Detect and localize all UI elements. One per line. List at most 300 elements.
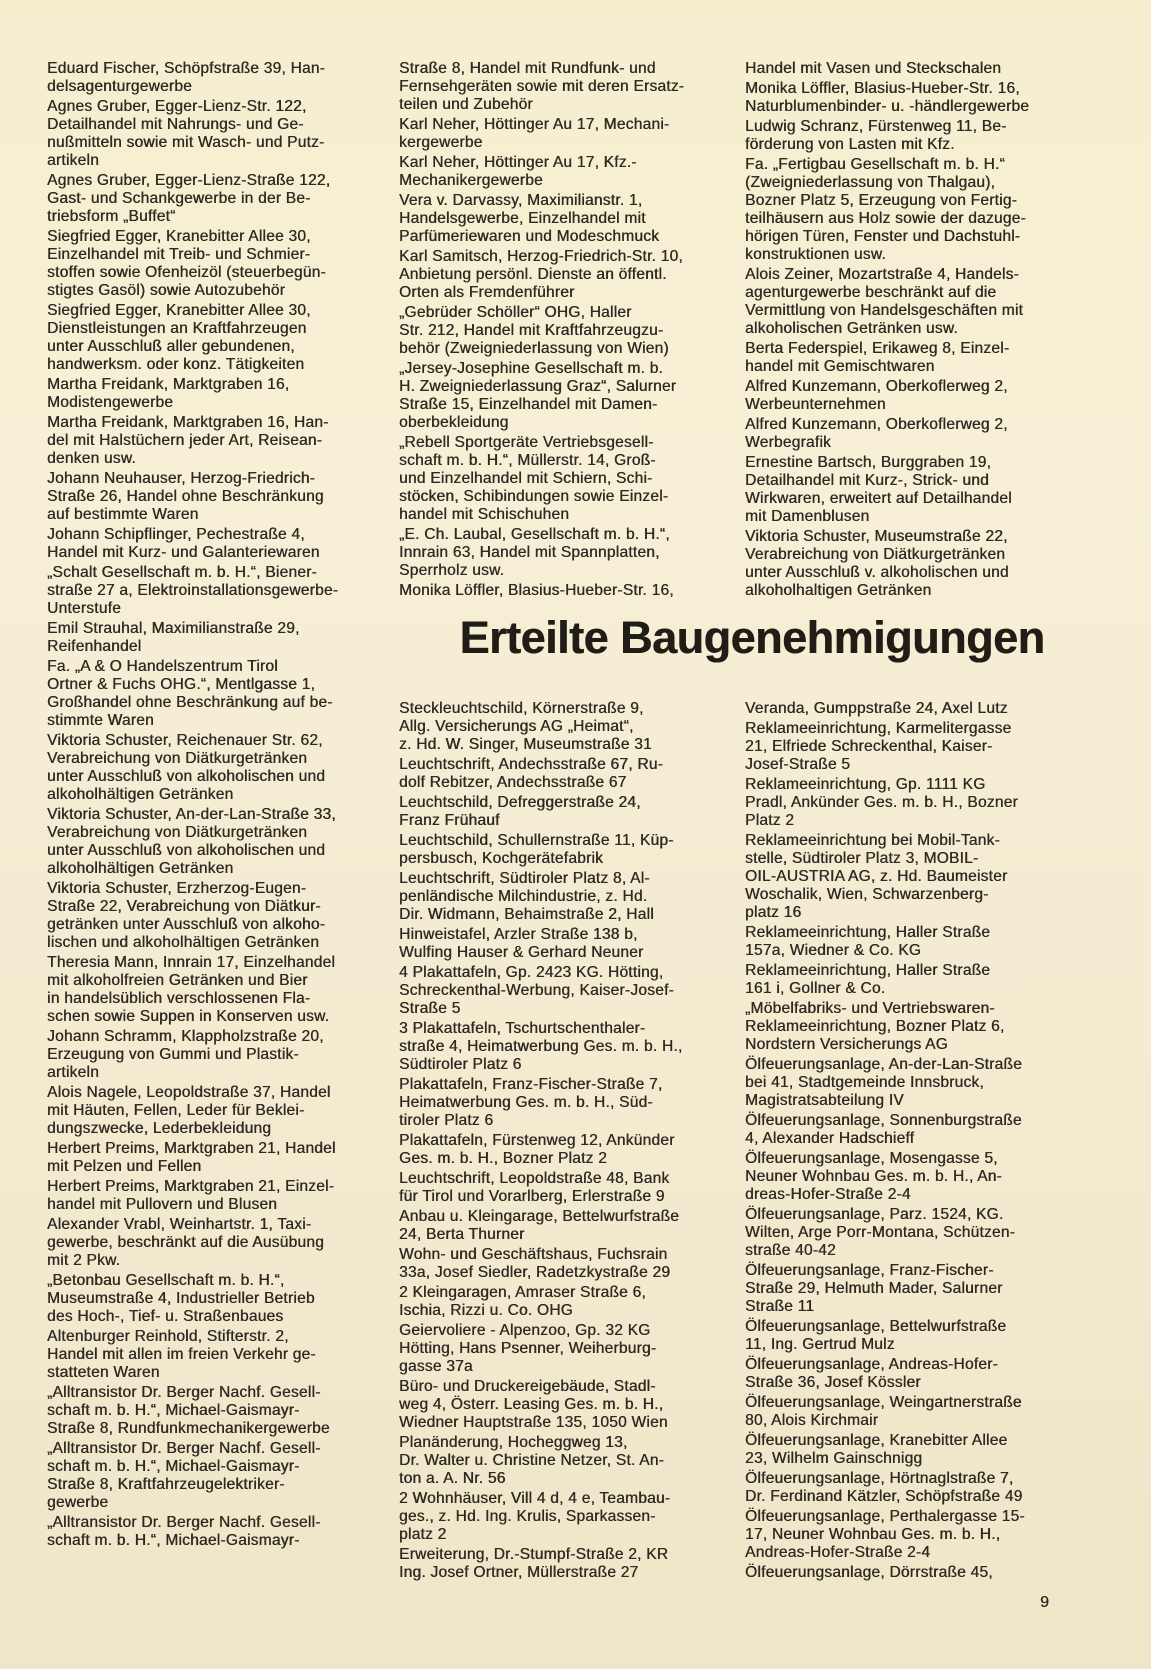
registry-entry [745,1470,1117,1506]
entry-line: Hötting, Hans Psenner, Weiherburg- [399,1340,657,1357]
entry-line: stöcken, Schibindungen sowie Einzel- [399,488,669,505]
registry-entry [399,870,735,924]
entry-line: Ludwig Schranz, Fürstenweg 11, Be- [745,118,1007,135]
entry-line: Dr. Walter u. Christine Netzer, St. An- [399,1452,665,1469]
entry-line: bei 41, Stadtgemeinde Innsbruck, [745,1074,984,1091]
registry-entry [399,756,735,792]
entry-line: behör (Zweigniederlassung von Wien) [399,340,669,357]
registry-entry [47,1140,387,1176]
entry-line: 4, Alexander Hadschieff [745,1130,915,1147]
registry-entry [47,1440,387,1512]
entry-line: Ölfeuerungsanlage, Mosengasse 5, [745,1150,998,1167]
entry-line: Ölfeuerungsanlage, Sonnenburgstraße [745,1112,1022,1129]
entry-line: in handelsüblich verschlossenen Fla- [47,990,311,1007]
entry-line: Viktoria Schuster, Reichenauer Str. 62, [47,732,323,749]
entry-line: Wohn- und Geschäftshaus, Fuchsrain [399,1246,668,1263]
entry-line: Ischia, Rizzi u. Co. OHG [399,1302,573,1319]
column-right-bottom [745,700,1117,1584]
entry-line: und Einzelhandel mit Schiern, Schi- [399,470,653,487]
registry-entry [47,376,387,412]
entry-line: Straße 36, Josef Kössler [745,1374,921,1391]
registry-entry [47,1216,387,1270]
entry-line: alkoholhältigen Getränken [47,786,234,803]
entry-line: Reklameeinrichtung, Karmelitergasse [745,720,1012,737]
column-middle-bottom [399,700,735,1584]
entry-line: Wulfing Hauser & Gerhard Neuner [399,944,644,961]
entry-line: Veranda, Gumppstraße 24, Axel Lutz [745,700,1008,717]
registry-entry [47,1028,387,1082]
entry-line: Parfümeriewaren und Modeschmuck [399,228,660,245]
registry-entry [745,118,1117,154]
entry-line: mit Pelzen und Fellen [47,1158,202,1175]
entry-line: Monika Löffler, Blasius-Hueber-Str. 16, [399,582,674,599]
entry-line: Ölfeuerungsanlage, Hörtnaglstraße 7, [745,1470,1014,1487]
entry-line: Ölfeuerungsanlage, Bettelwurfstraße [745,1318,1007,1335]
entry-line: mit Damenblusen [745,508,870,525]
entry-line: Straße 5 [399,1000,461,1017]
registry-entry [399,582,735,600]
entry-line: Ölfeuerungsanlage, Parz. 1524, KG. [745,1206,1004,1223]
registry-entry [399,1020,735,1074]
entry-line: Herbert Preims, Marktgraben 21, Handel [47,1140,336,1157]
entry-line: Agnes Gruber, Egger-Lienz-Str. 122, [47,98,307,115]
entry-line: Straße 29, Helmuth Mader, Salurner [745,1280,1003,1297]
registry-entry [745,528,1117,600]
entry-line: Innrain 63, Handel mit Spannplatten, [399,544,660,561]
entry-line: Franz Frühauf [399,812,500,829]
registry-entry [745,266,1117,338]
entry-line: ges., z. Hd. Ing. Krulis, Sparkassen- [399,1508,656,1525]
entry-line: persbusch, Kochgerätefabrik [399,850,604,867]
entry-line: 2 Wohnhäuser, Vill 4 d, 4 e, Teambau- [399,1490,671,1507]
entry-line: Hinweistafel, Arzler Straße 138 b, [399,926,638,943]
registry-entry [399,434,735,524]
entry-line: Ortner & Fuchs OHG.“, Mentlgasse 1, [47,676,316,693]
registry-entry [399,1170,735,1206]
entry-line: Plakattafeln, Fürstenweg 12, Ankünder [399,1132,675,1149]
entry-line: Erzeugung von Gummi und Plastik- [47,1046,299,1063]
entry-line: teilen und Zubehör [399,96,533,113]
entry-line: Straße 22, Verabreichung von Diätkur- [47,898,321,915]
entry-line: alkoholhältigen Getränken [47,860,234,877]
entry-line: teilhäusern aus Holz sowie der dazuge- [745,210,1026,227]
registry-entry [47,60,387,96]
entry-line: konstruktionen usw. [745,246,886,263]
entry-line: Theresia Mann, Innrain 17, Einzelhandel [47,954,336,971]
entry-line: Großhandel ohne Beschränkung auf be- [47,694,333,711]
entry-line: 17, Neuner Wohnbau Ges. m. b. H., [745,1526,1001,1543]
entry-line: Dienstleistungen an Kraftfahrzeugen [47,320,307,337]
entry-line: Martha Freidank, Marktgraben 16, [47,376,290,393]
entry-line: Monika Löffler, Blasius-Hueber-Str. 16, [745,80,1020,97]
entry-line: Johann Schramm, Klappholzstraße 20, [47,1028,324,1045]
registry-entry [745,1150,1117,1204]
entry-line: „Rebell Sportgeräte Vertriebsgesell- [399,434,654,451]
entry-line: Handel mit Vasen und Steckschalen [745,60,1002,77]
entry-line: förderung von Lasten mit Kfz. [745,136,955,153]
registry-entry [47,414,387,468]
entry-line: schaft m. b. H.“, Michael-Gaismayr- [47,1458,300,1475]
entry-line: unter Ausschluß aller gebundenen, [47,338,295,355]
registry-entry [399,794,735,830]
entry-line: gewerbe, beschränkt auf die Ausübung [47,1234,324,1251]
entry-line: Schreckenthal-Werbung, Kaiser-Josef- [399,982,674,999]
entry-line: „Alltransistor Dr. Berger Nachf. Gesell- [47,1514,321,1531]
registry-entry [745,1262,1117,1316]
entry-line: Altenburger Reinhold, Stifterstr. 2, [47,1328,289,1345]
registry-entry [399,926,735,962]
entry-line: Einzelhandel mit Treib- und Schmier- [47,246,311,263]
entry-line: Reklameeinrichtung, Haller Straße [745,962,991,979]
entry-line: Reklameeinrichtung, Bozner Platz 6, [745,1018,1005,1035]
entry-line: handel mit Pullovern und Blusen [47,1196,278,1213]
entry-line: Reklameeinrichtung bei Mobil-Tank- [745,832,1000,849]
entry-line: unter Ausschluß von alkoholischen und [47,842,326,859]
entry-line: Wirkwaren, erweitert auf Detailhandel [745,490,1012,507]
entry-line: 24, Berta Thurner [399,1226,525,1243]
entry-line: schen sowie Suppen in Konserven usw. [47,1008,330,1025]
registry-entry [399,1546,735,1582]
entry-line: 4 Plakattafeln, Gp. 2423 KG. Hötting, [399,964,664,981]
registry-entry [745,340,1117,376]
entry-line: Fa. „Fertigbau Gesellschaft m. b. H.“ [745,156,1005,173]
entry-line: Dr. Ferdinand Kätzler, Schöpfstraße 49 [745,1488,1023,1505]
registry-entry [399,116,735,152]
entry-line: tiroler Platz 6 [399,1112,494,1129]
registry-entry [399,1322,735,1376]
entry-line: Handel mit Kurz- und Galanteriewaren [47,544,320,561]
entry-line: Alfred Kunzemann, Oberkoflerweg 2, [745,416,1008,433]
entry-line: Str. 212, Handel mit Kraftfahrzeugzu- [399,322,664,339]
entry-line: Johann Neuhauser, Herzog-Friedrich- [47,470,316,487]
entry-line: Verabreichung von Diätkurgetränken [47,824,308,841]
entry-line: weg 4, Österr. Leasing Ges. m. b. H., [399,1396,664,1413]
entry-line: getränken unter Ausschluß von alkoho- [47,916,326,933]
registry-entry [745,1000,1117,1054]
registry-entry [399,1208,735,1244]
registry-entry [745,1394,1117,1430]
entry-line: „Jersey-Josephine Gesellschaft m. b. [399,360,663,377]
entry-line: Siegfried Egger, Kranebitter Allee 30, [47,228,311,245]
entry-line: Ölfeuerungsanlage, Dörrstraße 45, [745,1564,993,1581]
entry-line: Fa. „A & O Handelszentrum Tirol [47,658,278,675]
registry-entry [745,776,1117,830]
entry-line: 23, Wilhelm Gainschnigg [745,1450,923,1467]
entry-line: statteten Waren [47,1364,160,1381]
entry-line: Leuchtschrift, Südtiroler Platz 8, Al- [399,870,650,887]
entry-line: Magistratsabteilung IV [745,1092,904,1109]
entry-line: kergewerbe [399,134,483,151]
registry-entry [47,1178,387,1214]
entry-line: Viktoria Schuster, Erzherzog-Eugen- [47,880,307,897]
entry-line: Mechanikergewerbe [399,172,543,189]
registry-entry [47,228,387,300]
entry-line: Alfred Kunzemann, Oberkoflerweg 2, [745,378,1008,395]
entry-line: artikeln [47,152,99,169]
registry-entry [47,1084,387,1138]
entry-line: platz 16 [745,904,802,921]
registry-entry [399,700,735,754]
entry-line: „Möbelfabriks- und Vertriebswaren- [745,1000,995,1017]
entry-line: Ölfeuerungsanlage, Andreas-Hofer- [745,1356,998,1373]
entry-line: nußmitteln sowie mit Wasch- und Putz- [47,134,325,151]
entry-line: Straße 8, Kraftfahrzeugelektriker- [47,1476,285,1493]
entry-line: Steckleuchtschild, Körnerstraße 9, [399,700,644,717]
entry-line: Anbietung persönl. Dienste an öffentl. [399,266,667,283]
entry-line: denken usw. [47,450,136,467]
registry-entry [399,192,735,246]
entry-line: Verabreichung von Diätkurgetränken [47,750,308,767]
registry-entry [47,1384,387,1438]
entry-line: Leuchtschild, Schullernstraße 11, Küp- [399,832,674,849]
entry-line: Platz 2 [745,812,795,829]
entry-line: Ölfeuerungsanlage, Franz-Fischer- [745,1262,994,1279]
entry-line: oberbekleidung [399,414,509,431]
entry-line: Plakattafeln, Franz-Fischer-Straße 7, [399,1076,663,1093]
entry-line: unter Ausschluß von alkoholischen und [47,768,326,785]
column-left [47,60,387,1552]
entry-line: agenturgewerbe beschränkt auf die [745,284,997,301]
entry-line: Karl Neher, Höttinger Au 17, Mechani- [399,116,670,133]
entry-line: Museumstraße 4, Industrieller Betrieb [47,1290,315,1307]
registry-entry [47,1272,387,1326]
entry-line: Viktoria Schuster, Museumstraße 22, [745,528,1008,545]
entry-line: hörigen Türen, Fenster und Dachstuhl- [745,228,1021,245]
entry-line: Berta Federspiel, Erikaweg 8, Einzel- [745,340,1010,357]
entry-line: Büro- und Druckereigebäude, Stadl- [399,1378,656,1395]
entry-line: schaft m. b. H.“, Michael-Gaismayr- [47,1402,300,1419]
entry-line: Werbeunternehmen [745,396,886,413]
entry-line: Erweiterung, Dr.-Stumpf-Straße 2, KR [399,1546,669,1563]
registry-entry [745,1508,1117,1562]
entry-line: Pradl, Ankünder Ges. m. b. H., Bozner [745,794,1018,811]
entry-line: OIL-AUSTRIA AG, z. Hd. Baumeister [745,868,1008,885]
entry-line: H. Zweigniederlassung Graz“, Salurner [399,378,677,395]
entry-line: handel mit Gemischtwaren [745,358,935,375]
registry-entry [399,154,735,190]
entry-line: Orten als Fremdenführer [399,284,575,301]
entry-line: Verabreichung von Diätkurgetränken [745,546,1006,563]
entry-line: schaft m. b. H.“, Michael-Gaismayr- [47,1532,300,1549]
entry-line: platz 2 [399,1526,447,1543]
registry-entry [47,1328,387,1382]
entry-line: „Alltransistor Dr. Berger Nachf. Gesell- [47,1440,321,1457]
entry-line: Martha Freidank, Marktgraben 16, Han- [47,414,329,431]
entry-line: Modistengewerbe [47,394,174,411]
entry-line: Planänderung, Hocheggweg 13, [399,1434,628,1451]
section-heading: Erteilte Baugenehmigungen [459,612,1045,663]
entry-line: Reifenhandel [47,638,142,655]
entry-line: 161 i, Gollner & Co. [745,980,886,997]
registry-entry [399,1490,735,1544]
registry-entry [745,1564,1117,1582]
entry-line: (Zweigniederlassung von Thalgau), [745,174,996,191]
entry-line: Anbau u. Kleingarage, Bettelwurfstraße [399,1208,680,1225]
registry-entry [399,60,735,114]
entry-line: Johann Schipflinger, Pechestraße 4, [47,526,305,543]
entry-line: Josef-Straße 5 [745,756,851,773]
entry-line: stigtes Gasöl) sowie Autozubehör [47,282,286,299]
entry-line: straße 40-42 [745,1242,836,1259]
registry-entry [399,360,735,432]
registry-entry [745,832,1117,922]
entry-line: Ölfeuerungsanlage, An-der-Lan-Straße [745,1056,1022,1073]
entry-line: handwerksm. oder konz. Tätigkeiten [47,356,305,373]
entry-line: Alois Nagele, Leopoldstraße 37, Handel [47,1084,331,1101]
registry-entry [399,1378,735,1432]
entry-line: Detailhandel mit Kurz-, Strick- und [745,472,989,489]
entry-line: Südtiroler Platz 6 [399,1056,522,1073]
registry-entry [745,454,1117,526]
entry-line: Straße 8, Rundfunkmechanikergewerbe [47,1420,330,1437]
entry-line: Ölfeuerungsanlage, Kranebitter Allee [745,1432,1008,1449]
column-right-top [745,60,1117,602]
entry-line: delsagenturgewerbe [47,78,192,95]
registry-entry [745,416,1117,452]
entry-line: Handelsgewerbe, Einzelhandel mit [399,210,646,227]
registry-entry [745,1356,1117,1392]
registry-entry [47,732,387,804]
registry-entry [745,80,1117,116]
entry-line: Handel mit allen im freien Verkehr ge- [47,1346,316,1363]
entry-line: gewerbe [47,1494,109,1511]
entry-line: „Gebrüder Schöller“ OHG, Haller [399,304,632,321]
registry-entry [47,620,387,656]
entry-line: Viktoria Schuster, An-der-Lan-Straße 33, [47,806,336,823]
registry-entry [745,962,1117,998]
entry-line: Wilten, Arge Porr-Montana, Schützen- [745,1224,1016,1241]
entry-line: 2 Kleingaragen, Amraser Straße 6, [399,1284,646,1301]
entry-line: Gast- und Schankgewerbe in der Be- [47,190,311,207]
entry-line: Bozner Platz 5, Erzeugung von Fertig- [745,192,1018,209]
entry-line: Ölfeuerungsanlage, Perthalergasse 15- [745,1508,1025,1525]
entry-line: 11, Ing. Gertrud Mulz [745,1336,895,1353]
entry-line: Leuchtschild, Defreggerstraße 24, [399,794,641,811]
entry-line: Reklameeinrichtung, Haller Straße [745,924,991,941]
registry-entry [745,1432,1117,1468]
entry-line: artikeln [47,1064,99,1081]
registry-entry [399,304,735,358]
entry-line: straße 27 a, Elektroinstallationsgewerbe- [47,582,339,599]
registry-entry [745,156,1117,264]
registry-entry [47,98,387,170]
entry-line: dreas-Hofer-Straße 2-4 [745,1186,911,1203]
entry-line: mit alkoholfreien Getränken und Bier [47,972,308,989]
entry-line: Neuner Wohnbau Ges. m. b. H., An- [745,1168,1002,1185]
entry-line: Ernestine Bartsch, Burggraben 19, [745,454,992,471]
entry-line: triebsform „Buffet“ [47,208,176,225]
registry-entry [47,172,387,226]
entry-line: mit 2 Pkw. [47,1252,121,1269]
entry-line: Andreas-Hofer-Straße 2-4 [745,1544,931,1561]
entry-line: Nordstern Versicherungs AG [745,1036,948,1053]
entry-line: Sperrholz usw. [399,562,505,579]
entry-line: stoffen sowie Ofenheizöl (steuerbegün- [47,264,326,281]
entry-line: Woschalik, Wien, Schwarzenberg- [745,886,989,903]
registry-entry [745,60,1117,78]
entry-line: gasse 37a [399,1358,473,1375]
entry-line: Fernsehgeräten sowie mit deren Ersatz- [399,78,685,95]
entry-line: Straße 8, Handel mit Rundfunk- und [399,60,656,77]
page-number: 9 [1040,1594,1049,1611]
registry-entry [745,720,1117,774]
entry-line: ton a. A. Nr. 56 [399,1470,506,1487]
registry-entry [47,302,387,374]
registry-entry [745,378,1117,414]
entry-line: Siegfried Egger, Kranebitter Allee 30, [47,302,311,319]
entry-line: Emil Strauhal, Maximilianstraße 29, [47,620,300,637]
entry-line: dolf Rebitzer, Andechsstraße 67 [399,774,627,791]
registry-entry [47,526,387,562]
entry-line: z. Hd. W. Singer, Museumstraße 31 [399,736,652,753]
registry-entry [399,1246,735,1282]
entry-line: stelle, Südtiroler Platz 3, MOBIL- [745,850,979,867]
entry-line: stimmte Waren [47,712,154,729]
entry-line: des Hoch-, Tief- u. Straßenbaues [47,1308,284,1325]
registry-entry [745,1318,1117,1354]
registry-entry [399,1076,735,1130]
entry-line: del mit Halstüchern jeder Art, Reisean- [47,432,323,449]
entry-line: „Betonbau Gesellschaft m. b. H.“, [47,1272,285,1289]
column-middle-top [399,60,735,602]
entry-line: Wiedner Hauptstraße 135, 1050 Wien [399,1414,668,1431]
registry-entry [745,700,1117,718]
registry-entry [47,1514,387,1550]
entry-line: Karl Samitsch, Herzog-Friedrich-Str. 10, [399,248,683,265]
entry-line: „E. Ch. Laubal, Gesellschaft m. b. H.“, [399,526,670,543]
entry-line: lischen und alkoholhältigen Getränken [47,934,320,951]
registry-entry [745,1056,1117,1110]
entry-line: mit Häuten, Fellen, Leder für Beklei- [47,1102,305,1119]
entry-line: alkoholischen Getränken usw. [745,320,958,337]
registry-entry [47,806,387,878]
entry-line: 33a, Josef Siedler, Radetzkystraße 29 [399,1264,671,1281]
entry-line: Straße 11 [745,1298,815,1315]
registry-entry [47,564,387,618]
entry-line: Eduard Fischer, Schöpfstraße 39, Han- [47,60,326,77]
entry-line: Dir. Widmann, Behaimstraße 2, Hall [399,906,654,923]
registry-entry [745,1112,1117,1148]
entry-line: für Tirol und Vorarlberg, Erlerstraße 9 [399,1188,665,1205]
entry-line: unter Ausschluß v. alkoholischen und [745,564,1009,581]
registry-entry [47,880,387,952]
entry-line: Reklameeinrichtung, Gp. 1111 KG [745,776,986,793]
registry-entry [745,924,1117,960]
entry-line: Allg. Versicherungs AG „Heimat“, [399,718,634,735]
entry-line: Alexander Vrabl, Weinhartstr. 1, Taxi- [47,1216,312,1233]
registry-entry [399,832,735,868]
registry-entry [399,1434,735,1488]
entry-line: Werbegrafik [745,434,832,451]
entry-line: 3 Plakattafeln, Tschurtschenthaler- [399,1020,646,1037]
entry-line: penländische Milchindustrie, z. Hd. [399,888,648,905]
entry-line: Leuchtschrift, Andechsstraße 67, Ru- [399,756,664,773]
entry-line: Heimatwerbung Ges. m. b. H., Süd- [399,1094,653,1111]
entry-line: dungszwecke, Lederbekleidung [47,1120,272,1137]
registry-entry [399,526,735,580]
entry-line: handel mit Schischuhen [399,506,570,523]
entry-line: Naturblumenbinder- u. -händlergewerbe [745,98,1030,115]
entry-line: Unterstufe [47,600,122,617]
registry-entry [399,248,735,302]
registry-entry [47,954,387,1026]
entry-line: schaft m. b. H.“, Müllerstr. 14, Groß- [399,452,656,469]
entry-line: Geiervoliere - Alpenzoo, Gp. 32 KG [399,1322,651,1339]
entry-line: 21, Elfriede Schreckenthal, Kaiser- [745,738,993,755]
entry-line: „Alltransistor Dr. Berger Nachf. Gesell- [47,1384,321,1401]
entry-line: 80, Alois Kirchmair [745,1412,879,1429]
entry-line: Agnes Gruber, Egger-Lienz-Straße 122, [47,172,331,189]
